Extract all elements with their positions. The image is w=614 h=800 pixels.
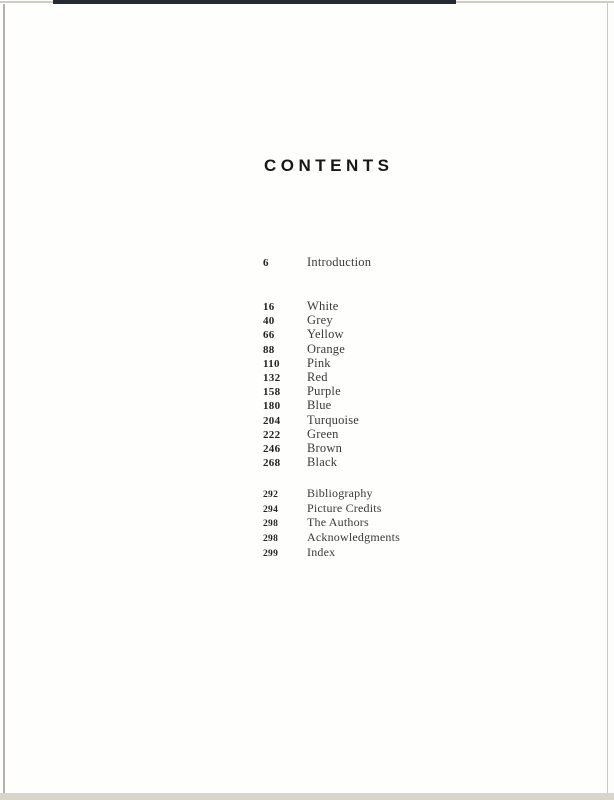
toc-entry-label: The Authors (307, 515, 369, 530)
scan-edge-left (3, 4, 5, 793)
toc-entry-label: Introduction (307, 255, 372, 269)
toc-page-number: 132 (263, 371, 281, 384)
toc-row (263, 342, 543, 356)
toc-entry-label: Picture Credits (307, 500, 382, 515)
toc-row (263, 441, 543, 455)
toc-entry-label: Green (307, 426, 339, 441)
toc-row (263, 398, 543, 412)
toc-page-number: 298 (263, 519, 279, 530)
toc-entry-label: Acknowledgments (307, 530, 400, 545)
toc-row (263, 299, 543, 313)
toc-entry-label: Pink (307, 355, 331, 370)
toc-page-number: 204 (263, 414, 281, 427)
toc-page-number: 298 (263, 534, 279, 545)
toc-page-number: 299 (263, 548, 279, 559)
toc-row (263, 370, 543, 384)
toc-row (263, 530, 543, 545)
toc-page-number: 246 (263, 442, 281, 455)
toc-entry-label: Yellow (307, 327, 344, 342)
toc-row (263, 255, 543, 269)
toc-entry-label: Brown (307, 440, 343, 455)
toc-section-introduction (263, 255, 543, 269)
toc-page-number: 66 (263, 329, 275, 342)
toc-row (263, 327, 543, 341)
toc-page-number: 6 (263, 257, 269, 269)
toc-page-number: 40 (263, 315, 275, 328)
toc-entry-label: Black (307, 455, 338, 470)
toc-row (263, 313, 543, 327)
toc-entry-label: Orange (307, 341, 345, 356)
toc-row (263, 515, 543, 530)
toc-page-number: 88 (263, 343, 275, 356)
toc-section-chapters (263, 299, 543, 469)
scan-edge-bottom (0, 793, 614, 800)
scan-edge-dark-bar (53, 0, 456, 4)
toc-page-number: 292 (263, 490, 279, 500)
toc-page-number: 222 (263, 428, 281, 441)
toc-page-number: 158 (263, 386, 281, 399)
toc-page-number: 180 (263, 400, 281, 413)
toc-row (263, 384, 543, 398)
toc-entry-label: White (307, 299, 339, 313)
toc-page-number: 294 (263, 504, 279, 515)
toc-row (263, 427, 543, 441)
toc-entry-label: Index (307, 544, 336, 559)
toc-section-back-matter (263, 486, 543, 559)
toc-entry-label: Bibliography (307, 486, 373, 500)
toc-entry-label: Purple (307, 384, 341, 399)
toc-row (263, 413, 543, 427)
toc-row (263, 455, 543, 469)
toc-page-number: 110 (263, 357, 280, 370)
toc-entry-label: Red (307, 369, 328, 384)
toc-page-number: 16 (263, 301, 275, 313)
page-title: CONTENTS (264, 156, 394, 175)
toc-row (263, 486, 543, 501)
toc-row (263, 545, 543, 560)
toc-row (263, 356, 543, 370)
toc-entry-label: Grey (307, 313, 333, 328)
toc-row (263, 501, 543, 516)
toc-page-number: 268 (263, 457, 281, 470)
scan-edge-right (607, 3, 608, 793)
toc-entry-label: Blue (307, 398, 332, 413)
toc-entry-label: Turquoise (307, 412, 360, 427)
